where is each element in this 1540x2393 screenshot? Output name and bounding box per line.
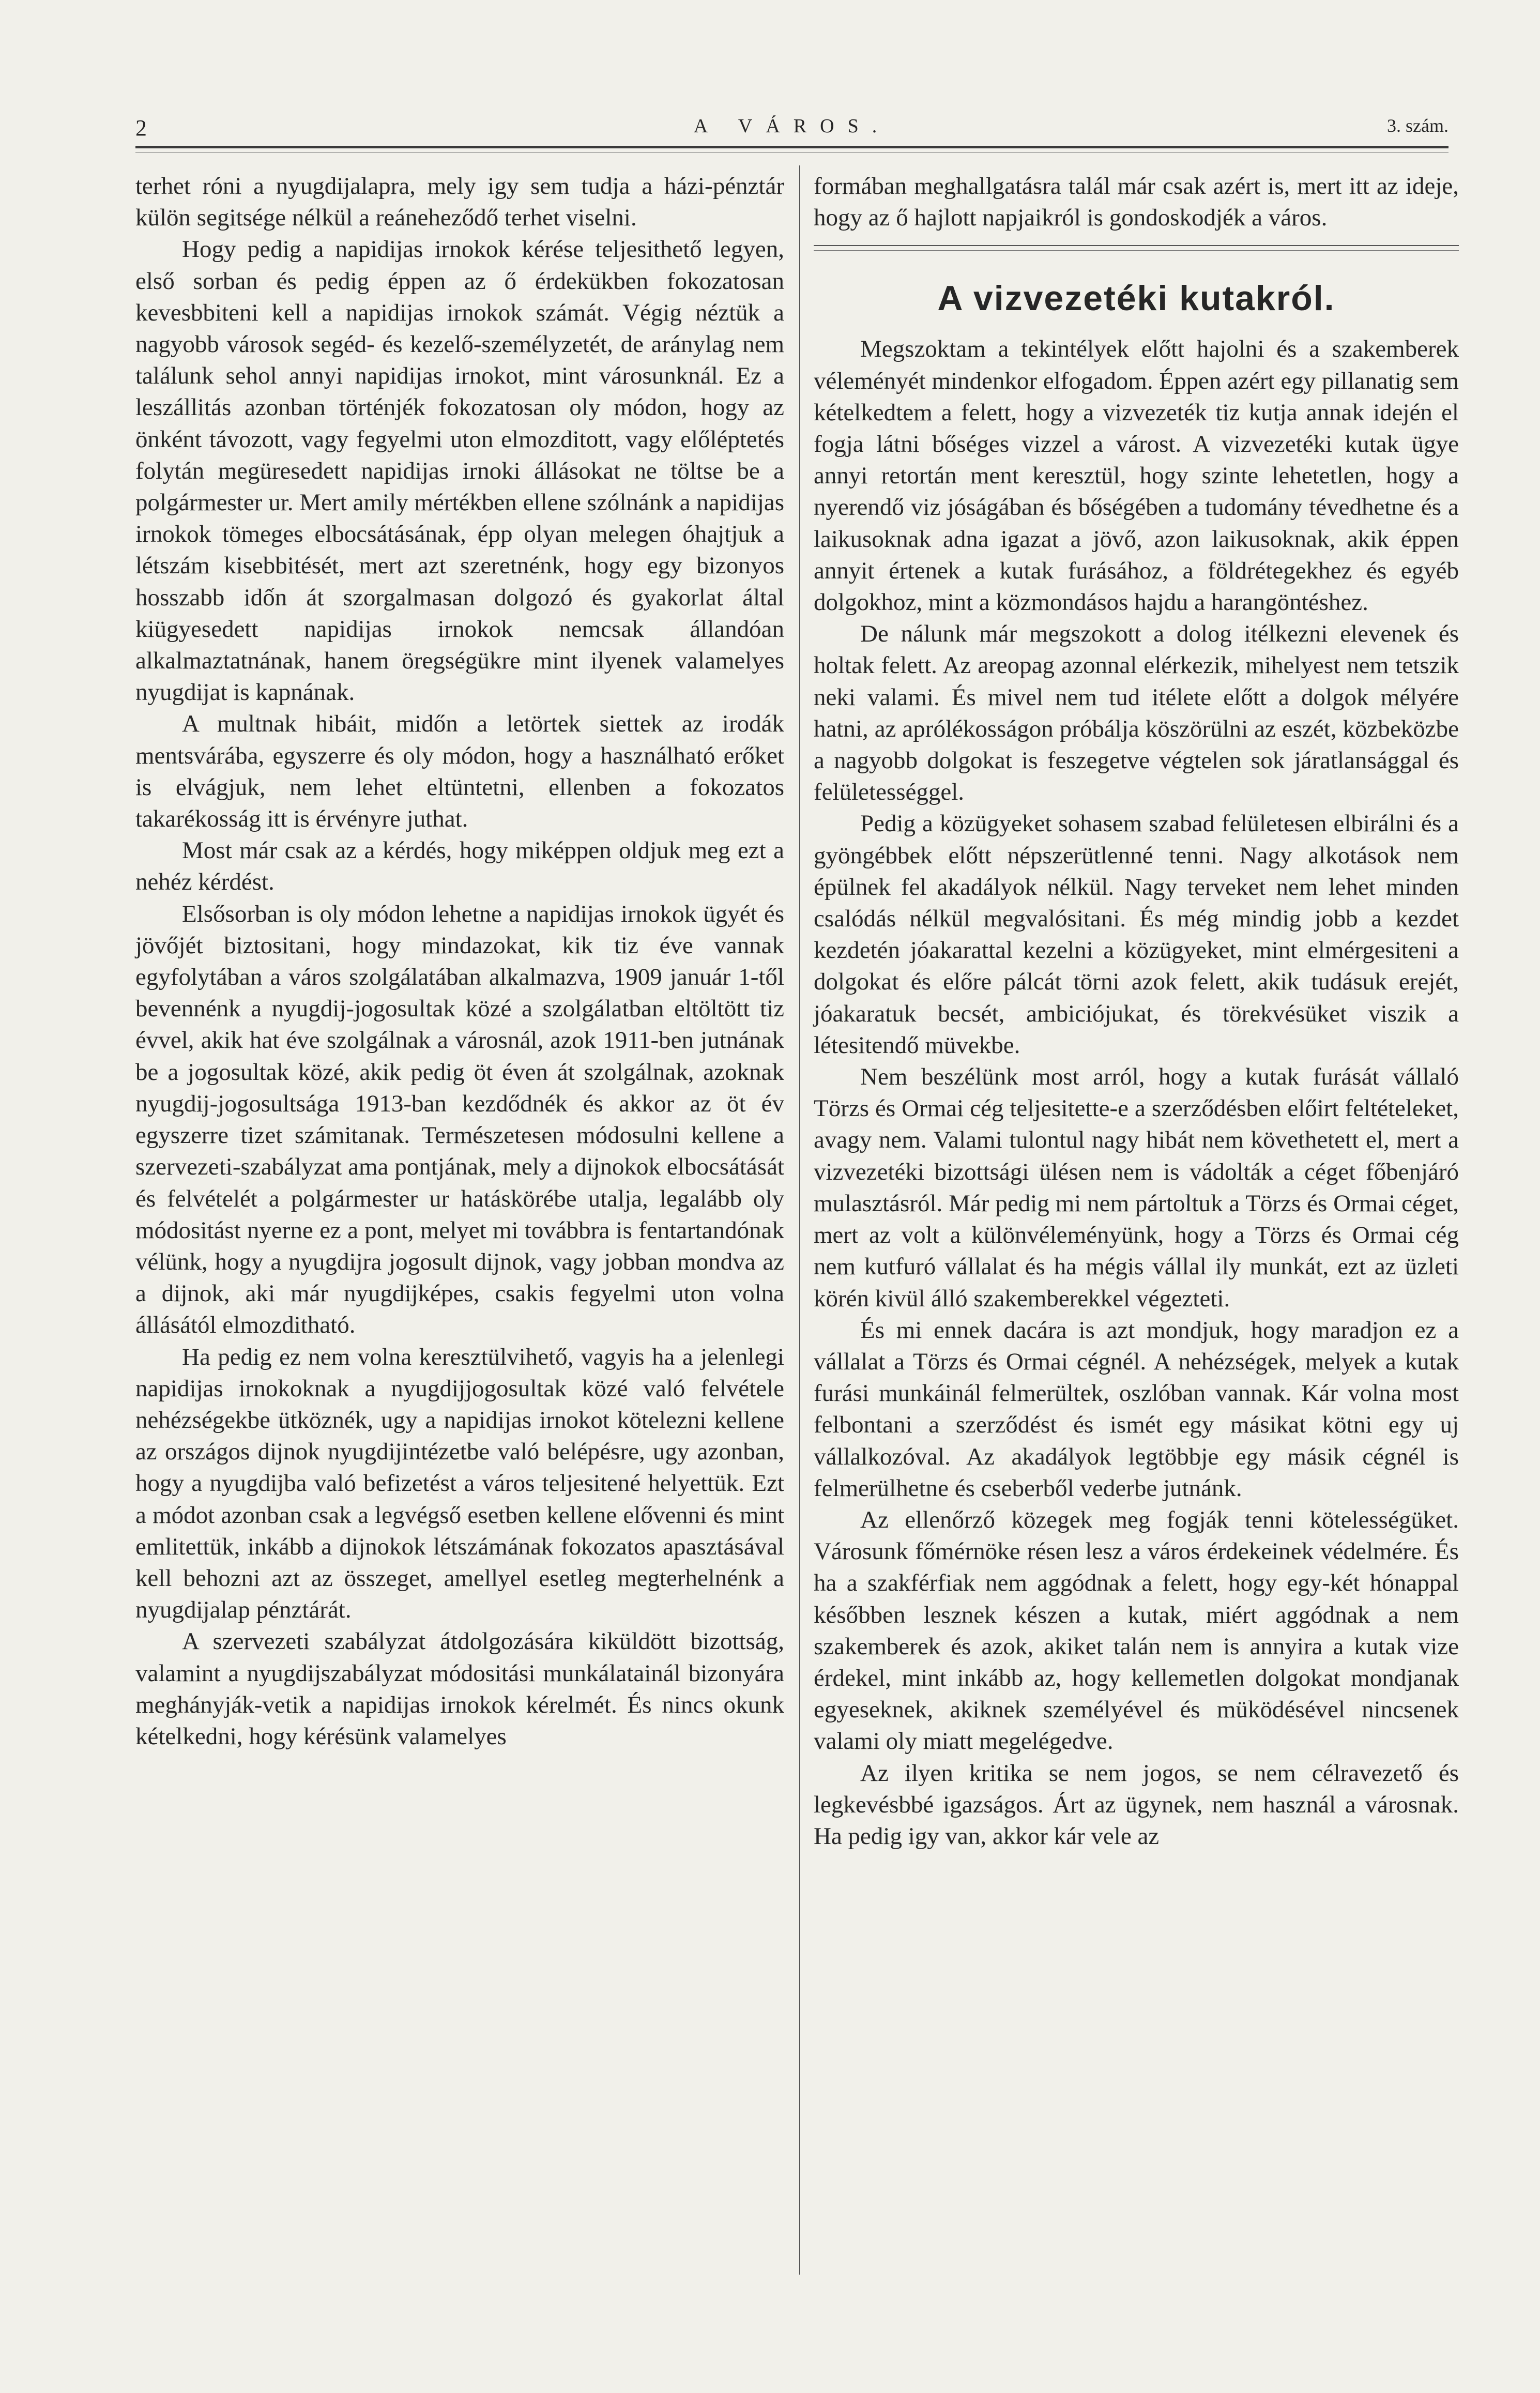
paragraph: Az ilyen kritika se nem jogos, se nem célravezető és legkevésbbé igazságos. Árt az ügynek, nem használ a városnak. Ha pedig igy van, akkor kár vele az — [814, 1759, 1459, 1850]
section-rule — [814, 245, 1459, 246]
page-number: 2 — [135, 115, 147, 141]
header-rule — [135, 146, 1448, 148]
paragraph: Az ellenőrző közegek meg fogják tenni kötelességüket. Városunk főmérnöke résen lesz a város érdekeinek védelmére. És ha a szakférfiak nem aggódnak a felett, hogy egy-két hónappal későbben lesznek készen a kutak, miért aggódnak a nem szakemberek és azok, akiket talán nem is annyira a kutak vize érdekel, mint inkább az, hogy kellemetlen dolgokat mondjanak egyeseknek, akiknek személyével és müködésével nincsenek valami oly miatt megelégedve. — [814, 1506, 1459, 1755]
right-column — [814, 171, 1459, 1852]
paragraph: De nálunk már megszokott a dolog itélkezni elevenek és holtak felett. Az areopag azonnal elérkezik, mihelyest nem tetszik neki valami. És mivel nem tud itélete előtt a dolgok mélyére hatni, az aprólékosságon próbálja köszörülni az eszét, közbeközbe a nagyobb dolgokat is feszegetve végtelen sok járatlansággal és felületességgel. — [814, 620, 1459, 806]
article-title: A vizvezetéki kutakról. — [937, 279, 1335, 318]
paragraph: Ha pedig ez nem volna keresztülvihető, vagyis ha a jelenlegi napidijas irnokoknak a nyugdijjogosultak közé való felvétele nehézségekbe ütköznék, ugy a napidijas irnokot kötelezni kellene az országos dijnok nyugdijintézetbe való belépésre, ugy azonban, hogy a nyugdijba való befizetést a város teljesitené helyettük. Ezt a módot azonban csak a legvégső esetben kellene elővenni és mint emlitettük, inkább a dijnokok létszámának fokozatos apasztásával kell behozni azt az összeget, amellyel esetleg megterhelnénk a nyugdijalap pénztárát. — [135, 1343, 784, 1624]
paragraph: Pedig a közügyeket sohasem szabad felületesen elbirálni és a gyöngébbek előtt népszerütlenné tenni. Nagy alkotások nem épülnek fel akadályok nélkül. Nagy terveket nem lehet minden csalódás nélkül megvalósitani. És még mindig jobb a kezdet kezdetén jóakarattal kezelni a közügyeket, mint elmérgesiteni a dolgokat és előre pálcát törni azok felett, akik tudásuk erejét, jóakaratuk becsét, ambiciójukat, és törekvésüket viszik a létesitendő müvekbe. — [814, 810, 1459, 1059]
paragraph: formában meghallgatásra talál már csak azért is, mert itt az ideje, hogy az ő hajlott napjaikról is gondoskodjék a város. — [814, 173, 1459, 232]
paragraph: Megszoktam a tekintélyek előtt hajolni és a szakemberek véleményét mindenkor elfogadom. Éppen azért egy pillanatig sem kételkedtem a felett, hogy a vizvezeték tiz kutja annak idején el fogja látni bőséges vizzel a várost. A vizvezetéki kutak ügye annyi retortán ment keresztül, hogy szinte lehetetlen, hogy a nyerendő viz jóságában és bőségében a tudomány tévedhetne és a laikusoknak adna igazat a jövő, azon laikusoknak, akik éppen annyit értenek a kutak furásához, a földrétegekhez és egyéb dolgokhoz, mint a közmondásos hajdu a harangöntéshez. — [814, 336, 1459, 616]
paragraph: Most már csak az a kérdés, hogy miképpen oldjuk meg ezt a nehéz kérdést. — [135, 837, 784, 896]
paragraph: És mi ennek dacára is azt mondjuk, hogy maradjon ez a vállalat a Törzs és Ormai cégnél. A nehézségek, melyek a kutak furási munkáinál felmerültek, oszlóban vannak. Kár volna most felbontani a szerződést és ismét egy másikat kötni egy uj vállalkozóval. Az akadályok legtöbbje egy másik cégnél is felmerülhetne és cseberből vederbe jutnánk. — [814, 1316, 1459, 1502]
section-rule-thin — [814, 250, 1459, 251]
left-column — [135, 171, 784, 1752]
paragraph: A multnak hibáit, midőn a letörtek siettek az irodák mentsvárába, egyszerre és oly módon, hogy a használható erőket is elvágjuk, nem lehet eltüntetni, ellenben a fokozatos takarékosság itt is érvényre juthat. — [135, 710, 784, 833]
header-rule-thin — [135, 152, 1448, 153]
paragraph: Elsősorban is oly módon lehetne a napidijas irnokok ügyét és jövőjét biztositani, hogy mindazokat, kik tiz éve vannak egyfolytában a város szolgálatában alkalmazva, 1909 január 1-től bevennénk a nyugdij-jogosultak közé a szolgálatban eltöltött tiz évvel, akik hat éve szolgálnak a városnál, azok 1911-ben jutnának be a jogosultak közé, akik pedig öt éven át szolgálnak, azoknak nyugdij-jogosultsága 1913-ban kezdődnék és akkor az öt év egyszerre tizet számitanak. Természetesen módosulni kellene a szervezeti-szabályzat ama pontjának, mely a dijnokok elbocsátását és felvételét a polgármester ur hatáskörébe utalja, legalább oly módositást nyerne ez a pont, melyet mi továbbra is fentartandónak vélünk, hogy a nyugdijra jogosult dijnok, vagy jobban mondva az a dijnok, aki már nyugdijképes, csakis fegyelmi uton volna állásától elmozditható. — [135, 900, 784, 1339]
masthead: A VÁROS. — [693, 115, 891, 137]
paragraph: Nem beszélünk most arról, hogy a kutak furását vállaló Törzs és Ormai cég teljesitette-e a szerződésben előirt feltételeket, avagy nem. Valami tulontul nagy hibát nem követhetett el, mert a vizvezetéki bizottsági ülésen nem is vádolták a céget főbenjáró mulasztásról. Már pedig mi nem pártoltuk a Törzs és Ormai céget, mert az volt a különvéleményünk, hogy a Törzs és Ormai cég nem kutfuró vállalat és ha mégis vállal ily munkát, ezt az üzleti körén kivül álló szakemberekkel végezteti. — [814, 1063, 1459, 1312]
paragraph: terhet róni a nyugdijalapra, mely igy sem tudja a házi-pénztár külön segitsége nélkül a reáneheződő terhet viselni. — [135, 173, 784, 232]
issue-number: 3. szám. — [1387, 115, 1448, 136]
paragraph: A szervezeti szabályzat átdolgozására kiküldött bizottság, valamint a nyugdijszabályzat módositási munkálatainál bizonyára meghányják-vetik a napidijas irnokok kérelmét. És nincs okunk kételkedni, hogy kérésünk valamelyes — [135, 1628, 784, 1750]
paragraph: Hogy pedig a napidijas irnokok kérése teljesithető legyen, első sorban és pedig éppen az ő érdekükben fokozatosan kevesbbiteni kell a napidijas irnokok számát. Végig néztük a nagyobb városok segéd- és kezelő-személyzetét, de aránylag nem találunk sehol annyi napidijas irnokot, mint városunknál. Ez a leszállitás azonban történjék fokozatosan oly módon, hogy az önként távozott, vagy fegyelmi uton elmozditott, vagy előléptetés folytán megüresedett napidijas irnoki állásokat ne töltse be a polgármester ur. Mert amily mértékben ellene szólnánk a napidijas irnokok tömeges elbocsátásának, épp olyan melegen óhajtjuk a létszám kisebbitését, mert azt szeretnénk, hogy egy bizonyos hosszabb idốn át szorgalmasan dolgozó és gyakorlat által kiügyesedett napidijas irnokok nemcsak állandóan alkalmaztatnának, hanem öregségükre mint ilyenek valamelyes nyugdijat is kapnának. — [135, 236, 784, 706]
column-divider — [799, 165, 800, 2275]
